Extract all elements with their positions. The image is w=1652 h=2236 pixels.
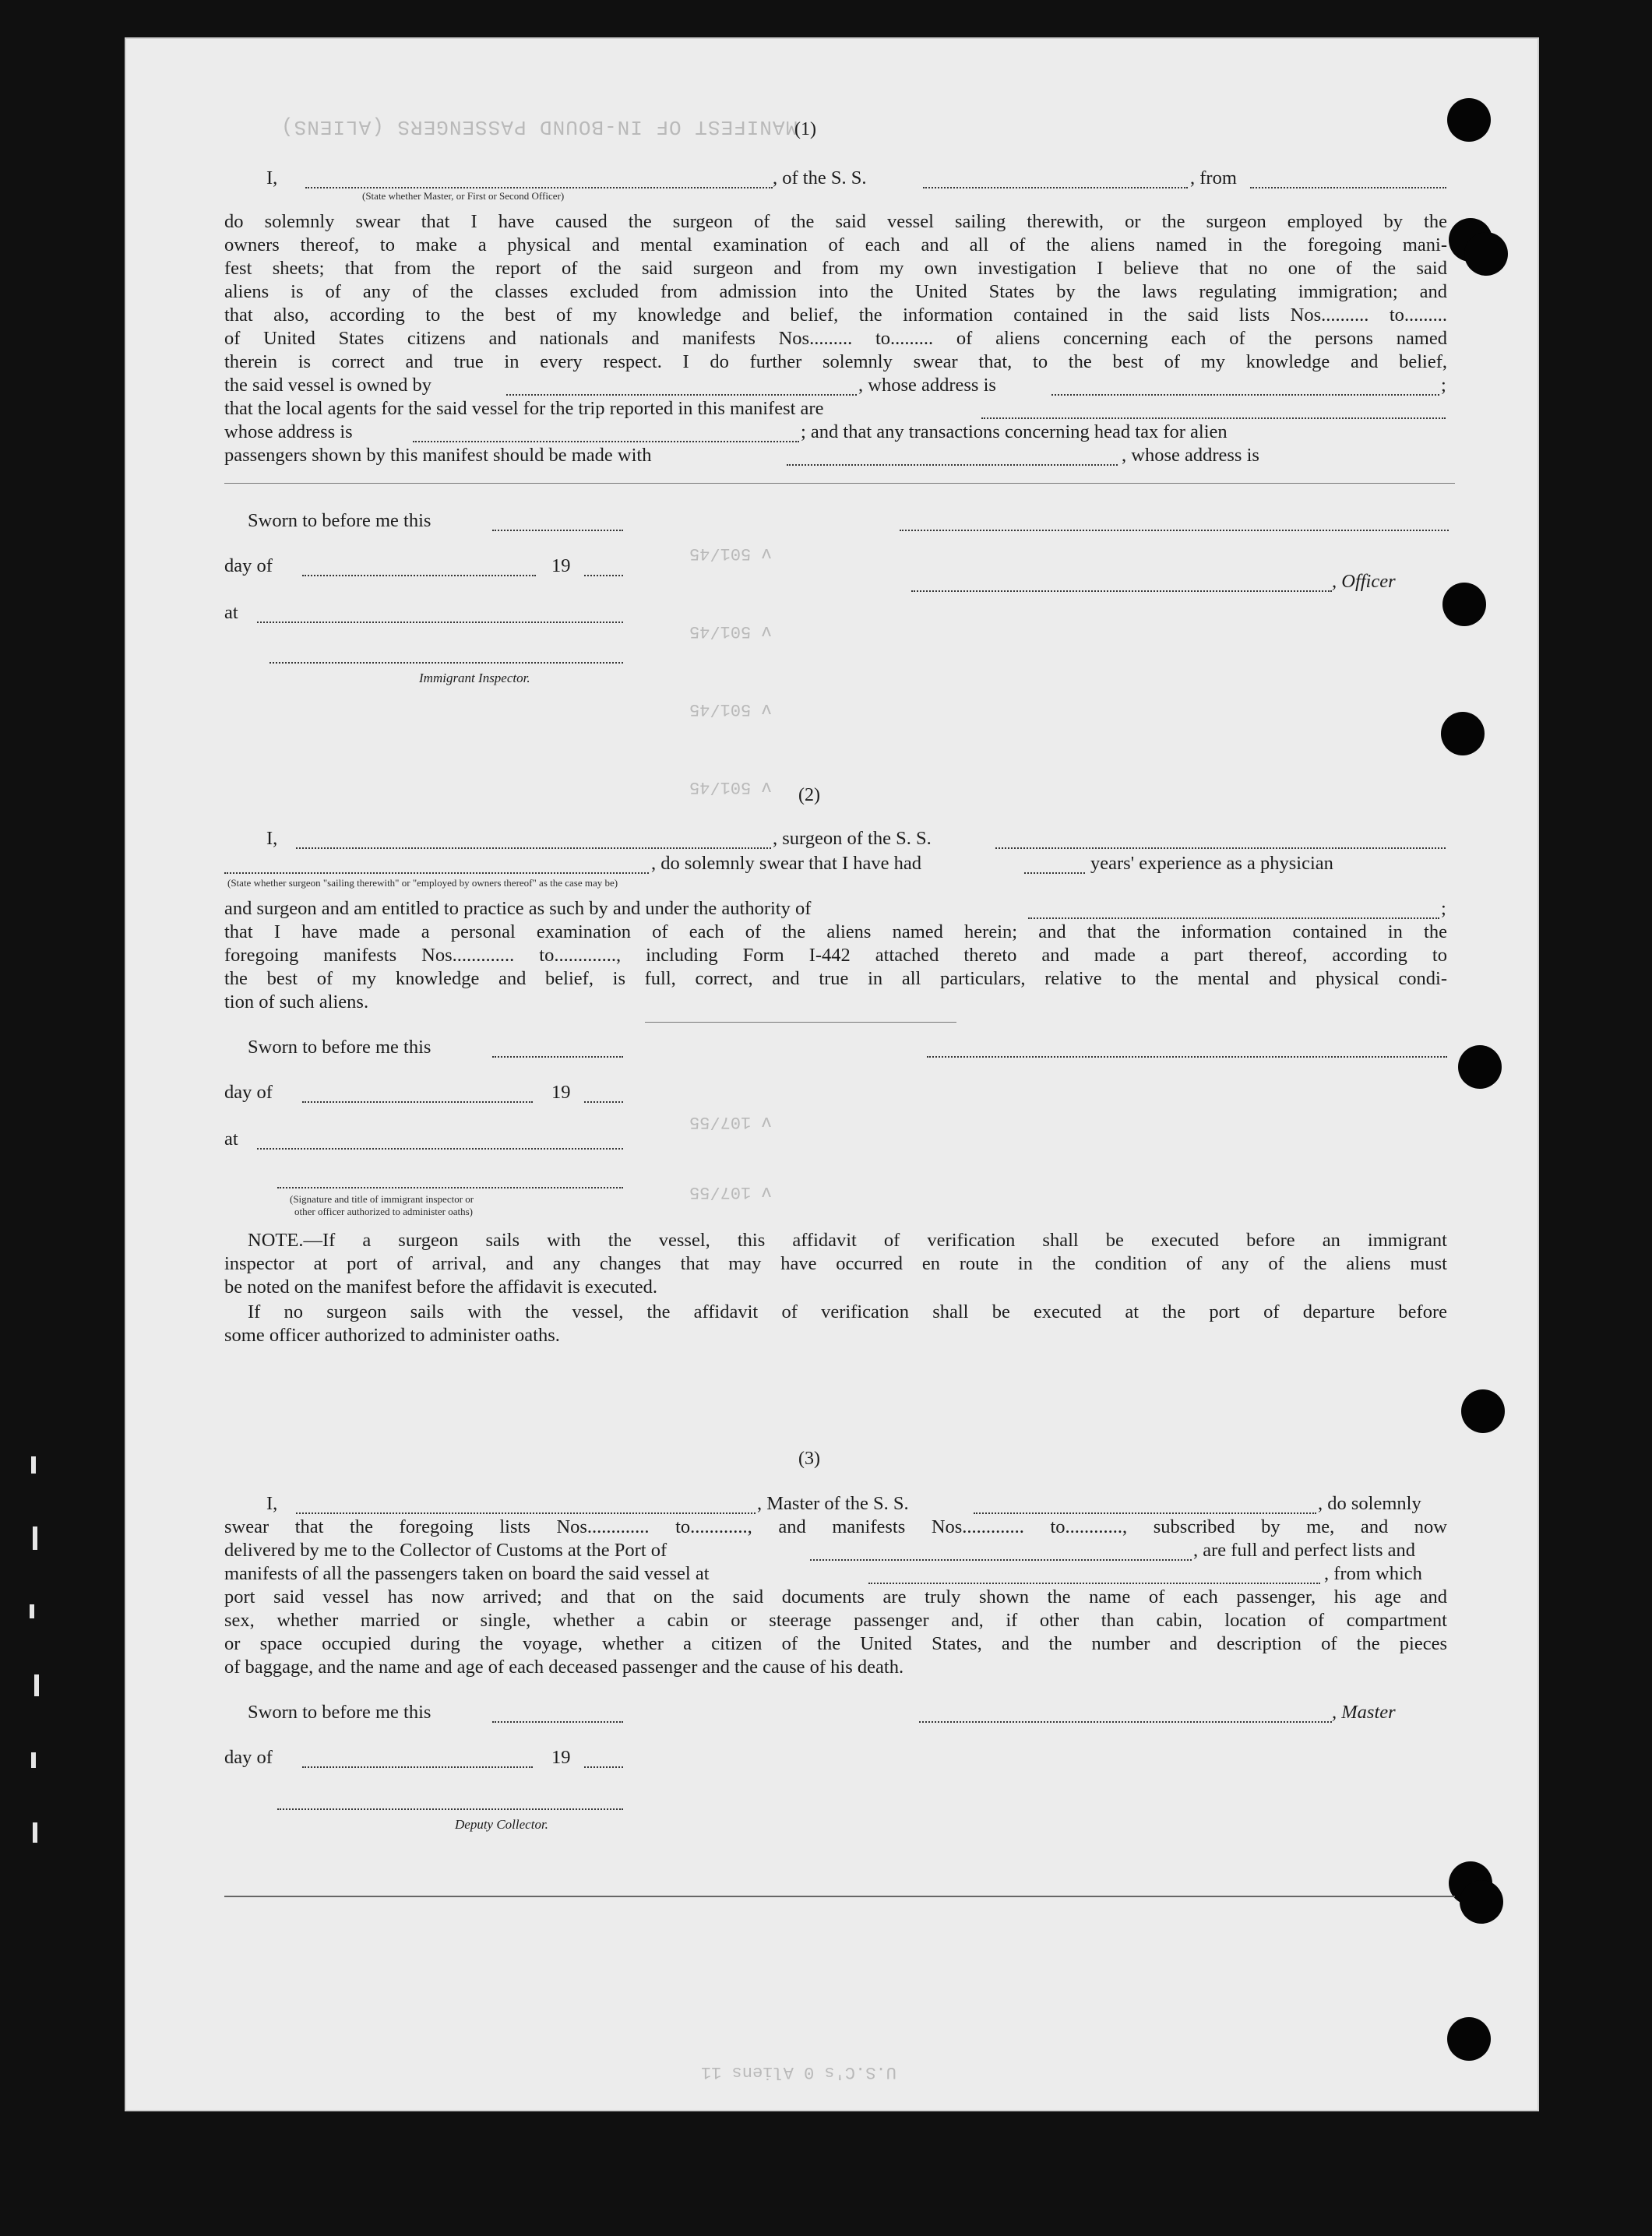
section-2-line: tion of such aliens. bbox=[224, 991, 369, 1012]
from-which-label: , from which bbox=[1324, 1563, 1422, 1584]
owned-by-label: the said vessel is owned by bbox=[224, 375, 432, 396]
master-signature-field[interactable] bbox=[919, 1721, 1332, 1723]
at-label: at bbox=[224, 602, 238, 623]
section-2-line: that I have made a personal examination of each of the aliens named herein; and that the information contained in the bbox=[224, 921, 1447, 942]
sworn-label-3: Sworn to before me this bbox=[248, 1702, 431, 1723]
section-1-line: fest sheets; that from the report of the said surgeon and from my own investigation I believe that no one of the said bbox=[224, 258, 1447, 279]
section-2-line: foregoing manifests Nos............. to............., including Form I-442 attached thereto and made a part thereof, according to bbox=[224, 945, 1447, 966]
at-label-2: at bbox=[224, 1129, 238, 1150]
scan-edge-mark bbox=[31, 1456, 36, 1474]
section-3-line: sex, whether married or single, whether a cabin or steerage passenger and, if other than cabin, location of compartment bbox=[224, 1610, 1447, 1631]
surgeon-name-field[interactable] bbox=[296, 847, 771, 849]
at-place-field[interactable] bbox=[257, 622, 623, 623]
inspector-signature-field[interactable] bbox=[269, 662, 623, 664]
year-field-2[interactable] bbox=[584, 1101, 623, 1103]
punch-hole bbox=[1464, 232, 1508, 276]
scan-edge-mark bbox=[33, 1526, 37, 1550]
note-line: some officer authorized to administer oaths. bbox=[224, 1325, 560, 1346]
day-of-label: day of bbox=[224, 555, 273, 576]
year-prefix: 19 bbox=[551, 555, 571, 576]
section-3-line: delivered by me to the Collector of Customs at the Port of bbox=[224, 1540, 667, 1561]
inspector-signature-field-2[interactable] bbox=[277, 1187, 623, 1188]
surgeon-signature-line bbox=[645, 1022, 956, 1023]
head-tax-label: ; and that any transactions concerning head tax for alien bbox=[801, 421, 1228, 442]
punch-hole bbox=[1442, 583, 1486, 626]
note-text: —If a surgeon sails with the vessel, this affidavit of verification shall be executed before an immigrant bbox=[303, 1230, 1447, 1251]
note-line: inspector at port of arrival, and any changes that may have occurred en route in the condition of any of the aliens must bbox=[224, 1253, 1447, 1274]
whose-address-label-2: whose address is bbox=[224, 421, 353, 442]
deputy-collector-label: Deputy Collector. bbox=[455, 1817, 548, 1832]
sworn-day-field-2[interactable] bbox=[492, 1056, 623, 1058]
owner-field[interactable] bbox=[506, 394, 857, 396]
officer-signature-field[interactable] bbox=[911, 590, 1332, 592]
sworn-day-field[interactable] bbox=[492, 530, 623, 531]
officer-signature-extra[interactable] bbox=[900, 530, 1449, 531]
day-of-label-2: day of bbox=[224, 1082, 273, 1103]
ghost-code: v 501/45 bbox=[689, 544, 772, 563]
of-the-ss-label: , of the S. S. bbox=[773, 167, 867, 188]
local-agents-field[interactable] bbox=[981, 417, 1446, 419]
section-3-line: of baggage, and the name and age of each deceased passenger and the cause of his death. bbox=[224, 1657, 904, 1678]
passengers-shown-label: passengers shown by this manifest should be made with bbox=[224, 445, 652, 466]
section-1-line: that also, according to the best of my knowledge and belief, the information contained in the said lists Nos.......... to......... bbox=[224, 305, 1447, 326]
address-line bbox=[224, 483, 1455, 484]
punch-hole bbox=[1460, 1880, 1503, 1924]
year-field-3[interactable] bbox=[584, 1766, 623, 1768]
section-2-number: (2) bbox=[798, 785, 820, 805]
month-field-3[interactable] bbox=[302, 1766, 533, 1768]
punch-hole bbox=[1447, 98, 1491, 142]
are-full-label: , are full and perfect lists and bbox=[1193, 1540, 1416, 1561]
punch-hole bbox=[1461, 1389, 1505, 1433]
surgeon-of-label: , surgeon of the S. S. bbox=[773, 828, 932, 849]
section-1-line: therein is correct and true in every respect. I do further solemnly swear that, to the best of my knowledge and belief, bbox=[224, 351, 1447, 372]
master-name-field-3[interactable] bbox=[296, 1512, 756, 1514]
ghost-footer: U.S.C's 0 Aliens 11 bbox=[701, 2062, 896, 2082]
vessel-name-field[interactable] bbox=[923, 187, 1188, 188]
signature-caption-1: (Signature and title of immigrant inspector or bbox=[290, 1193, 474, 1205]
years-field[interactable] bbox=[1024, 872, 1085, 874]
at-place-field-2[interactable] bbox=[257, 1148, 623, 1150]
immigrant-inspector-label: Immigrant Inspector. bbox=[419, 671, 530, 685]
ghost-code: v 107/55 bbox=[689, 1182, 772, 1202]
whose-address-label: , whose address is bbox=[858, 375, 996, 396]
ghost-code: v 501/45 bbox=[689, 777, 772, 797]
year-field[interactable] bbox=[584, 575, 623, 576]
note-line: be noted on the manifest before the affidavit is executed. bbox=[224, 1276, 658, 1298]
day-of-label-3: day of bbox=[224, 1747, 273, 1768]
vessel-name-field-3[interactable] bbox=[974, 1512, 1316, 1514]
ghost-code: v 107/55 bbox=[689, 1112, 772, 1132]
section-3-i: I, bbox=[266, 1493, 278, 1514]
section-1-line: do solemnly swear that I have caused the surgeon of the said vessel sailing therewith, or the surgeon employed by the bbox=[224, 211, 1447, 232]
master-name-field[interactable] bbox=[305, 187, 773, 188]
punch-hole bbox=[1441, 712, 1485, 755]
sworn-label: Sworn to before me this bbox=[248, 510, 431, 531]
scan-edge-mark bbox=[31, 1752, 36, 1768]
head-tax-contact-field[interactable] bbox=[787, 464, 1118, 466]
port-field[interactable] bbox=[810, 1559, 1192, 1561]
manifest-page bbox=[125, 37, 1539, 2111]
signature-caption-2: other officer authorized to administer oaths) bbox=[294, 1206, 473, 1217]
officer-label: , Officer bbox=[1332, 571, 1396, 592]
local-agents-label: that the local agents for the said vessel for the trip reported in this manifest are bbox=[224, 398, 824, 419]
section-3-number: (3) bbox=[798, 1449, 820, 1469]
from-port-field[interactable] bbox=[1250, 187, 1446, 188]
section-1-number: (1) bbox=[794, 119, 816, 139]
punch-hole bbox=[1458, 1045, 1502, 1089]
year-prefix-2: 19 bbox=[551, 1082, 571, 1103]
note-lead: NOTE. bbox=[248, 1230, 304, 1251]
section-2-i: I, bbox=[266, 828, 278, 849]
sworn-label-2: Sworn to before me this bbox=[248, 1037, 431, 1058]
surgeon-vessel-field[interactable] bbox=[995, 847, 1446, 849]
from-label: , from bbox=[1190, 167, 1237, 188]
scan-edge-mark bbox=[30, 1604, 34, 1618]
do-solemnly-label: , do solemnly swear that I have had bbox=[651, 853, 921, 874]
boarding-port-field[interactable] bbox=[868, 1583, 1320, 1584]
surgeon-caption: (State whether surgeon "sailing therewith" or "employed by owners thereof" as the case may be) bbox=[227, 877, 618, 889]
month-field-2[interactable] bbox=[302, 1101, 533, 1103]
years-label: years' experience as a physician bbox=[1090, 853, 1333, 874]
master-caption: (State whether Master, or First or Second Officer) bbox=[362, 190, 565, 202]
collector-signature-field[interactable] bbox=[277, 1808, 623, 1810]
month-field[interactable] bbox=[302, 575, 536, 576]
note-line: If no surgeon sails with the vessel, the affidavit of verification shall be executed at the port of departure before bbox=[248, 1301, 1447, 1322]
section-3-line: or space occupied during the voyage, whether a citizen of the United States, and the number and description of the pieces bbox=[224, 1633, 1447, 1654]
section-1-line: aliens is of any of the classes excluded from admission into the United States by the laws regulating immigration; and bbox=[224, 281, 1447, 302]
punch-hole bbox=[1447, 2017, 1491, 2061]
scan-edge-mark bbox=[33, 1822, 37, 1843]
section-3-line: port said vessel has now arrived; and that on the said documents are truly shown the name of each passenger, his age and bbox=[224, 1586, 1447, 1607]
master-label: , Master bbox=[1332, 1702, 1396, 1723]
ghost-heading: MANIFEST OF IN-BOUND PASSENGERS (ALIENS) bbox=[280, 115, 798, 139]
ghost-code: v 501/45 bbox=[689, 699, 772, 719]
ghost-code: v 501/45 bbox=[689, 622, 772, 641]
section-1-i: I, bbox=[266, 167, 278, 188]
authority-field[interactable] bbox=[1028, 917, 1439, 919]
surgeon-status-field[interactable] bbox=[224, 872, 649, 874]
master-of-label: , Master of the S. S. bbox=[757, 1493, 909, 1514]
semicolon: ; bbox=[1441, 898, 1446, 919]
agents-address-field[interactable] bbox=[413, 441, 799, 442]
scan-edge-mark bbox=[34, 1674, 39, 1696]
entitled-label: and surgeon and am entitled to practice as such by and under the authority of bbox=[224, 898, 812, 919]
bottom-rule bbox=[224, 1896, 1455, 1897]
section-3-line: manifests of all the passengers taken on board the said vessel at bbox=[224, 1563, 710, 1584]
sworn-day-field-3[interactable] bbox=[492, 1721, 623, 1723]
surgeon-signature-field[interactable] bbox=[927, 1056, 1447, 1058]
semicolon: ; bbox=[1441, 375, 1446, 396]
whose-address-label-3: , whose address is bbox=[1122, 445, 1259, 466]
owner-address-field[interactable] bbox=[1051, 394, 1439, 396]
do-solemnly-label-3: , do solemnly bbox=[1318, 1493, 1421, 1514]
section-1-line: of United States citizens and nationals and manifests Nos......... to......... of aliens concerning each of the persons named bbox=[224, 328, 1447, 349]
section-3-line: swear that the foregoing lists Nos............. to............, and manifests Nos............. to............, subscribed by me, and now bbox=[224, 1516, 1447, 1537]
note-line-1 bbox=[248, 1229, 1447, 1252]
section-1-line: owners thereof, to make a physical and mental examination of each and all of the aliens named in the foregoing mani- bbox=[224, 234, 1447, 255]
section-2-line: the best of my knowledge and belief, is full, correct, and true in all particulars, relative to the mental and physical condi- bbox=[224, 968, 1447, 989]
year-prefix-3: 19 bbox=[551, 1747, 571, 1768]
